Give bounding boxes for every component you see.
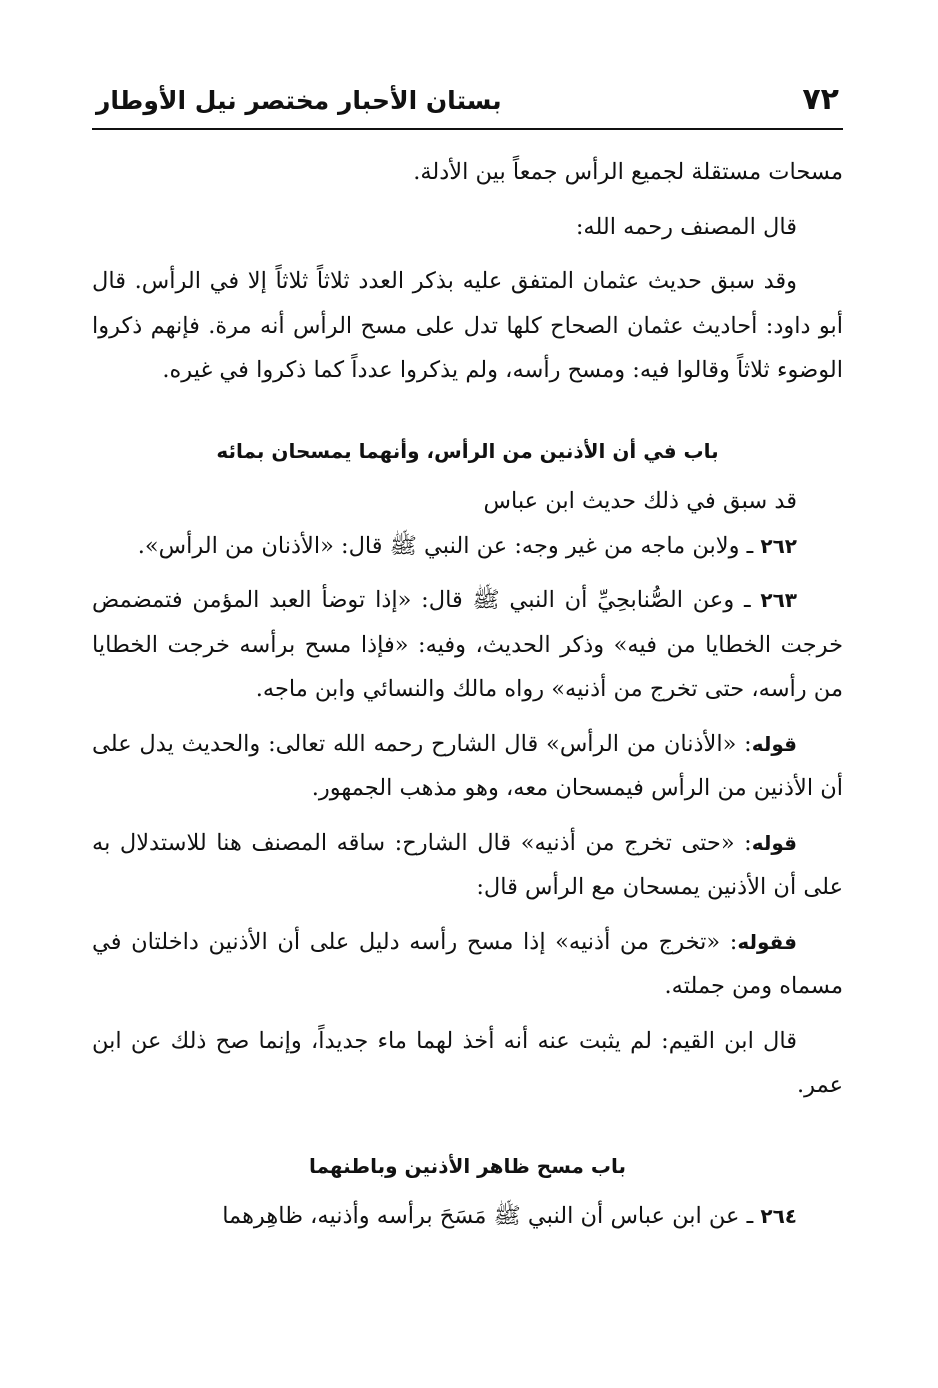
page-header (92, 78, 843, 130)
paragraph: قال ابن القيم: لم يثبت عنه أنه أخذ لهما ماء جديداً، وإنما صح ذلك عن ابن عمر. (92, 1027, 843, 1098)
hadith-number: ٢٦٣ (760, 588, 797, 612)
commentary-text: : «تخرج من أذنيه» إذا مسح رأسه دليل على أن الأذنين داخلتان في مسماه ومن جملته. (92, 928, 843, 999)
hadith-264 (92, 1194, 843, 1239)
page-number: ٧٢ (802, 82, 839, 117)
paragraph: مسحات مستقلة لجميع الرأس جمعاً بين الأدلة. (413, 159, 843, 185)
hadith-number: ٢٦٢ (760, 533, 797, 558)
commentary-label: قوله (751, 731, 797, 756)
commentary-label: قوله (751, 830, 797, 855)
author-note: قال المصنف رحمه الله: (575, 213, 797, 240)
commentary-text: : «حتى تخرج من أذنيه» قال الشارح: ساقه المصنف هنا للاستدلال به على أن الأذنين يمسحان مع الرأس قال: (92, 829, 843, 900)
running-title: بستان الأحبار مختصر نيل الأوطار (96, 86, 502, 115)
chapter-heading: باب مسح ظاهر الأذنين وباطنهما (308, 1153, 627, 1178)
hadith-number: ٢٦٤ (760, 1204, 797, 1228)
hadith-text: ـ عن ابن عباس أن النبي ﷺ مَسَحَ برأسه وأذنيه، ظاهِرهما (222, 1203, 761, 1229)
hadith-262 (92, 524, 843, 569)
commentary-label: فقوله (737, 929, 797, 954)
chapter-heading: باب في أن الأذنين من الرأس، وأنهما يمسحان بمائه (216, 438, 719, 463)
commentary (92, 821, 843, 910)
commentary (92, 722, 843, 811)
commentary-text: : «الأذنان من الرأس» قال الشارح رحمه الله تعالى: والحديث يدل على أن الأذنين من الرأس فيمسحان معه، وهو مذهب الجمهور. (92, 730, 843, 801)
hadith-263 (92, 578, 843, 712)
paragraph: وقد سبق حديث عثمان المتفق عليه بذكر العدد ثلاثاً ثلاثاً إلا في الرأس. قال أبو داود: أحاديث عثمان الصحاح كلها تدل على مسح الرأس أنه مرة. فإنهم ذكروا الوضوء ثلاثاً وقالوا فيه: ومسح رأسه، ولم يذكروا عدداً كما ذكروا في غيره. (92, 268, 843, 383)
hadith-text: ـ وعن الصُّنابحِيِّ أن النبي ﷺ قال: «إذا توضأ العبد المؤمن فتمضمض خرجت الخطايا من فيه» وذكر الحديث، وفيه: «فإذا مسح برأسه خرجت الخطايا من رأسه، حتى تخرج من أذنيه» رواه مالك والنسائي وابن ماجه. (92, 587, 843, 702)
hadith-text: ـ ولابن ماجه من غير وجه: عن النبي ﷺ قال: «الأذنان من الرأس». (137, 532, 761, 559)
paragraph: قد سبق في ذلك حديث ابن عباس (483, 488, 797, 514)
commentary (92, 920, 843, 1009)
page-body (92, 150, 843, 1239)
